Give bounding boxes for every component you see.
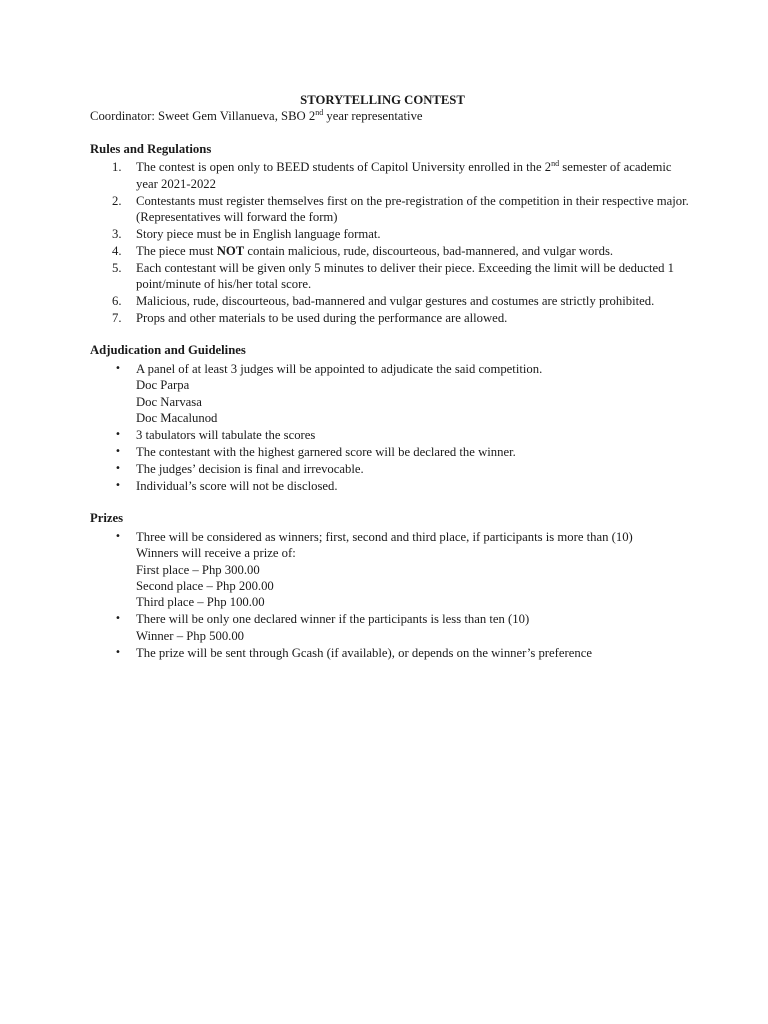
- adjudication-text: A panel of at least 3 judges will be appointed to adjudicate the said competition.: [136, 361, 543, 376]
- coordinator-text: Coordinator: Sweet Gem Villanueva, SBO 2: [90, 109, 316, 124]
- bullet-icon: •: [115, 462, 121, 474]
- coordinator-line: [90, 108, 690, 124]
- rule-number: 4.: [112, 243, 122, 258]
- adjudication-item: [90, 427, 690, 443]
- rule-number: 7.: [112, 310, 122, 325]
- adjudication-heading: Adjudication and Guidelines: [90, 343, 246, 358]
- rules-heading: Rules and Regulations: [90, 141, 212, 156]
- rule-number: 6.: [112, 293, 122, 308]
- rules-list: [90, 159, 690, 326]
- rule-emphasis: NOT: [216, 243, 245, 258]
- rule-item: [90, 159, 690, 192]
- prize-item: [90, 529, 690, 611]
- adjudication-text: 3 tabulators will tabulate the scores: [136, 427, 316, 442]
- judge-name: Doc Narvasa: [136, 394, 202, 409]
- prize-text: There will be only one declared winner if the participants is less than ten (10): [136, 612, 530, 627]
- bullet-icon: •: [115, 613, 121, 625]
- adjudication-text: Individual’s score will not be disclosed.: [136, 478, 338, 493]
- coordinator-ordinal-suffix: nd: [315, 108, 324, 118]
- prizes-heading: Prizes: [90, 511, 124, 526]
- prize-text: The prize will be sent through Gcash (if available), or depends on the winner’s preference: [136, 645, 592, 660]
- judge-name: Doc Parpa: [136, 378, 190, 393]
- prize-detail: Second place – Php 200.00: [136, 578, 274, 593]
- adjudication-item: [90, 478, 690, 494]
- adjudication-item: [90, 444, 690, 460]
- rule-text: Props and other materials to be used during the performance are allowed.: [136, 310, 508, 325]
- rule-item: [90, 226, 690, 242]
- rule-item: [90, 193, 690, 226]
- rule-item: [90, 293, 690, 309]
- rule-text: The piece must: [136, 243, 217, 258]
- adjudication-text: The judges’ decision is final and irrevocable.: [136, 461, 364, 476]
- prize-detail: First place – Php 300.00: [136, 562, 260, 577]
- rule-text-continued: contain malicious, rude, discourteous, bad-mannered, and vulgar words.: [244, 243, 614, 258]
- bullet-icon: •: [115, 362, 121, 374]
- adjudication-text: The contestant with the highest garnered score will be declared the winner.: [136, 444, 516, 459]
- rule-text-continued: semester of academic year 2021-2022: [136, 160, 672, 191]
- prizes-list: [90, 529, 690, 661]
- prize-item: [90, 645, 690, 661]
- rule-number: 5.: [112, 260, 122, 275]
- rule-ordinal-suffix: nd: [551, 158, 560, 168]
- rule-number: 3.: [112, 226, 122, 241]
- rule-item: [90, 310, 690, 326]
- bullet-icon: •: [115, 479, 121, 491]
- rule-number: 2.: [112, 193, 122, 208]
- rule-item: [90, 260, 690, 293]
- rule-text: Contestants must register themselves first on the pre-registration of the competition in their respective major. (Representatives will forward the form): [136, 193, 689, 224]
- document-title: STORYTELLING CONTEST: [300, 93, 465, 107]
- prize-detail: Winners will receive a prize of:: [136, 546, 296, 561]
- judge-name: Doc Macalunod: [136, 410, 218, 425]
- bullet-icon: •: [115, 646, 121, 658]
- bullet-icon: •: [115, 530, 121, 542]
- rule-text: Each contestant will be given only 5 minutes to deliver their piece. Exceeding the limit will be deducted 1 point/minute of his/her total score.: [136, 260, 675, 292]
- coordinator-role: year representative: [323, 109, 423, 124]
- rule-text: The contest is open only to BEED students of Capitol University enrolled in the 2: [136, 160, 552, 175]
- rule-text: Story piece must be in English language format.: [136, 226, 381, 241]
- document-page: [90, 92, 690, 662]
- prize-detail: Winner – Php 500.00: [136, 628, 245, 643]
- adjudication-item: [90, 461, 690, 477]
- adjudication-list: [90, 361, 690, 495]
- prize-text: Three will be considered as winners; first, second and third place, if participants is more than (10): [136, 529, 633, 544]
- adjudication-item: [90, 361, 690, 427]
- bullet-icon: •: [115, 428, 121, 440]
- bullet-icon: •: [115, 445, 121, 457]
- prize-item: [90, 611, 690, 644]
- rule-text: Malicious, rude, discourteous, bad-mannered and vulgar gestures and costumes are strictly prohibited.: [136, 293, 655, 308]
- rule-item: [90, 243, 690, 259]
- prize-detail: Third place – Php 100.00: [136, 595, 265, 610]
- rule-number: 1.: [112, 160, 122, 175]
